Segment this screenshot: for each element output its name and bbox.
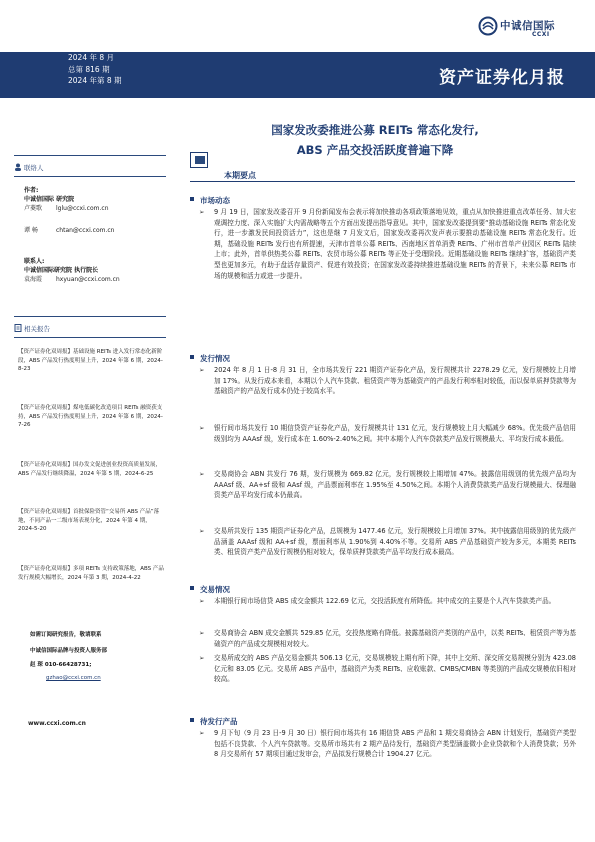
author-name: 谭 畅 — [24, 227, 38, 234]
paragraph: ➢ 银行间市场共发行 10 期信贷资产证券化产品，发行规模共计 131 亿元，发行规模较上月大幅减少 68%。优先级产品信用级别均为 AAAsf 级，发行成本在 1.60%-2.40%之间。其中本期个人汽车贷款类产品发行规模最大、平均发行成本最低。 — [214, 423, 576, 444]
section-heading-trading: 交易情况 — [200, 585, 230, 594]
report-title-line-2: ABS 产品交投活跃度普遍下降 — [296, 143, 454, 157]
sidebar-divider — [14, 337, 166, 338]
report-title-line-1: 国家发改委推进公募 REITs 常态化发行, — [271, 123, 479, 137]
person-icon — [14, 163, 22, 171]
sidebar-divider — [14, 176, 166, 177]
contacts-block — [24, 257, 120, 284]
related-report[interactable]: 【资产证券化双周报】煤电低碳化改造项目 REITs 融资获支持，ABS 产品发行热度明显上升，2024 年第 6 期，2024-7-26 — [18, 405, 163, 428]
sidebar-divider — [14, 316, 166, 317]
authors-block — [24, 186, 114, 235]
author-email[interactable]: lglu@ccxi.com.cn — [56, 205, 109, 212]
brand-logo — [478, 16, 578, 42]
service-dept: 中诚信国际品牌与投资人服务部 — [30, 648, 108, 654]
paragraph: ➢ 9 月 19 日，国家发改委召开 9 月份新闻发布会表示将加快推动各项政策落地见效，重点从加快推进重点改革任务、加大宏观调控力度、深入实施扩大内需战略等五个方面出发提出指导意见。其中，国家发改委提到要“推动基础设施 REITs 常态化发行，进一步激发民间投资活力”，这也是继 7 月发文后，国家发改委再次发声表示要推动基础设施 REITs 常态化发行。近期，基础设施 REITs 发行也有所提速，天津市首单公募 REITs、西南地区首单消费 REITs、广州市首单产业园区 REITs 陆续上市；此外，首单供热类公募 REITs、农贸市场公募 REITs 等正处于受理阶段。近期基础设施 REITs 继续扩容，基础资产类型也更加多元，有助于盘活存量资产、促进有效投资；在国家发改委持续推进基础设施 REITs 的背景下，未来公募 REITs 市场的规模和活力或进一步提升。 — [214, 207, 576, 281]
contact-name: 袁海霞 — [24, 276, 43, 283]
report-icon — [14, 324, 22, 332]
issue-number: 2024 年第 8 期 — [68, 76, 122, 85]
summary-marker-icon — [190, 152, 208, 168]
paragraph: ➢ 交易所成交的 ABS 产品交易金额共 506.13 亿元，交易规模较上期有所下降，其中上交所、深交所交易规模分别为 423.08 亿元和 83.05 亿元。交易所 ABS 产品中，基础资产为类 REITs、应收账款、CMBS/CMBN 等类别的产品成交规模依旧相对较高。 — [214, 653, 576, 685]
paragraph: ➢ 交易商协会 ABN 成交金额共 529.85 亿元，交投热度略有降低。披露基础资产类别的产品中，以类 REITs、租赁资产等为基础资产的产品成交规模相对较大。 — [214, 628, 576, 649]
paragraph: ➢ 本期银行间市场信贷 ABS 成交金额共 122.69 亿元，交投活跃度有所降低。其中成交的主要是个人汽车贷款类产品。 — [214, 596, 576, 607]
service-email-link[interactable]: gzhao@ccxi.com.cn — [46, 675, 101, 681]
related-report[interactable]: 【资产证券化双周报】国办发文促进创业投资高质量发展，ABS 产品发行继续降温，2024 年第 5 期，2024-6-25 — [18, 462, 162, 477]
section-heading-market: 市场动态 — [200, 196, 230, 205]
contacts-org: 中诚信国际研究院 执行院长 — [24, 267, 99, 274]
sidebar-divider — [14, 155, 166, 156]
summary-divider — [190, 181, 575, 182]
contact-row — [24, 275, 120, 284]
author-name: 卢菱歌 — [24, 205, 43, 212]
paragraph: ➢ 9 月下旬（9 月 23 日-9 月 30 日）银行间市场共有 16 期信贷 ABS 产品和 1 期交易商协会 ABN 计划发行，基础资产类型包括不良贷款、个人汽车贷款等。交易所市场共有 2 期产品待发行，基础资产类型涵盖微小企业贷款和个人消费贷款；另外 8 月交易所有 57 期项目通过发审会，产品拟发行规模合计 1904.27 亿元。 — [214, 728, 576, 760]
paragraph: ➢ 2024 年 8 月 1 日-8 月 31 日，全市场共发行 221 期资产证券化产品，发行规模共计 2278.29 亿元，发行规模较上月增加 17%。从发行成本来看，本期以个人汽车贷款、租赁资产等为基础资产的产品发行利率相对较低，而以保单质押贷款等为基础资产的产品发行成本仍处于较高水平。 — [214, 365, 576, 397]
contacts-label: 联系人: — [24, 258, 45, 265]
authors-org: 中诚信国际 研究院 — [24, 196, 75, 203]
service-contact: 赵 琛 010-66428731; — [30, 662, 92, 668]
ccxi-logo-icon — [478, 16, 498, 36]
related-report[interactable]: 【资产证券化双周报】多项 REITs 支持政策落地，ABS 产品发行规模大幅增长，2024 年第 3 期，2024-4-22 — [18, 566, 164, 581]
issue-total: 总第 816 期 — [68, 64, 110, 74]
related-report[interactable]: 【资产证券化双周报】首批保险资管“交易所 ABS 产品”落地，不同产品一二级市场表现分化，2024 年第 4 期，2024-5-20 — [18, 509, 160, 532]
related-report[interactable]: 【资产证券化双周报】基础设施 REITs 进入发行常态化新阶段，ABS 产品发行热度明显上升，2024 年第 6 期，2024-8-23 — [18, 349, 163, 372]
brand-name: 中诚信国际 — [500, 20, 555, 32]
section-heading-issuance: 发行情况 — [200, 354, 230, 363]
contact-email[interactable]: hxyuan@ccxi.com.cn — [56, 276, 120, 283]
issue-date: 2024 年 8 月 — [68, 53, 115, 62]
brand-name-en: CCXI — [532, 31, 550, 38]
issue-info — [68, 52, 122, 87]
contact-heading: 联络人 — [24, 164, 44, 172]
related-heading: 相关报告 — [24, 325, 50, 333]
author-row — [24, 226, 114, 235]
summary-label: 本期要点 — [224, 171, 256, 180]
report-type-title: 资产证券化月报 — [439, 68, 565, 88]
paragraph: ➢ 交易所共发行 135 期资产证券化产品，总规模为 1477.46 亿元，发行规模较上月增加 37%。其中披露信用级别的优先级产品涵盖 AAAsf 级和 AA+sf 级，票面利率从 1.90%到 4.40%不等。交易所 ABS 产品基础资产较为多元，本期类 REITs 类、租赁资产类产品发行规模仍相对较大，保单质押贷款类产品平均发行成本最高。 — [214, 526, 576, 558]
author-row — [24, 204, 114, 213]
website-link[interactable]: www.ccxi.com.cn — [28, 720, 86, 727]
author-email[interactable]: chtan@ccxi.com.cn — [56, 227, 115, 234]
paragraph: ➢ 交易商协会 ABN 共发行 76 期，发行规模为 669.82 亿元，发行规模较上期增加 47%。披露信用级别的优先级产品均为 AAAsf 级、AA+sf 级和 AAsf 级，产品票面利率在 1.95%至 4.50%之间。本期个人消费贷款类产品发行规模最大、保理融资类产品平均发行成本仍最高。 — [214, 469, 576, 501]
section-heading-pipeline: 待发行产品 — [200, 717, 238, 726]
authors-label: 作者: — [24, 187, 39, 194]
subscribe-note: 如需订阅研究报告，敬请联系 — [30, 632, 102, 638]
